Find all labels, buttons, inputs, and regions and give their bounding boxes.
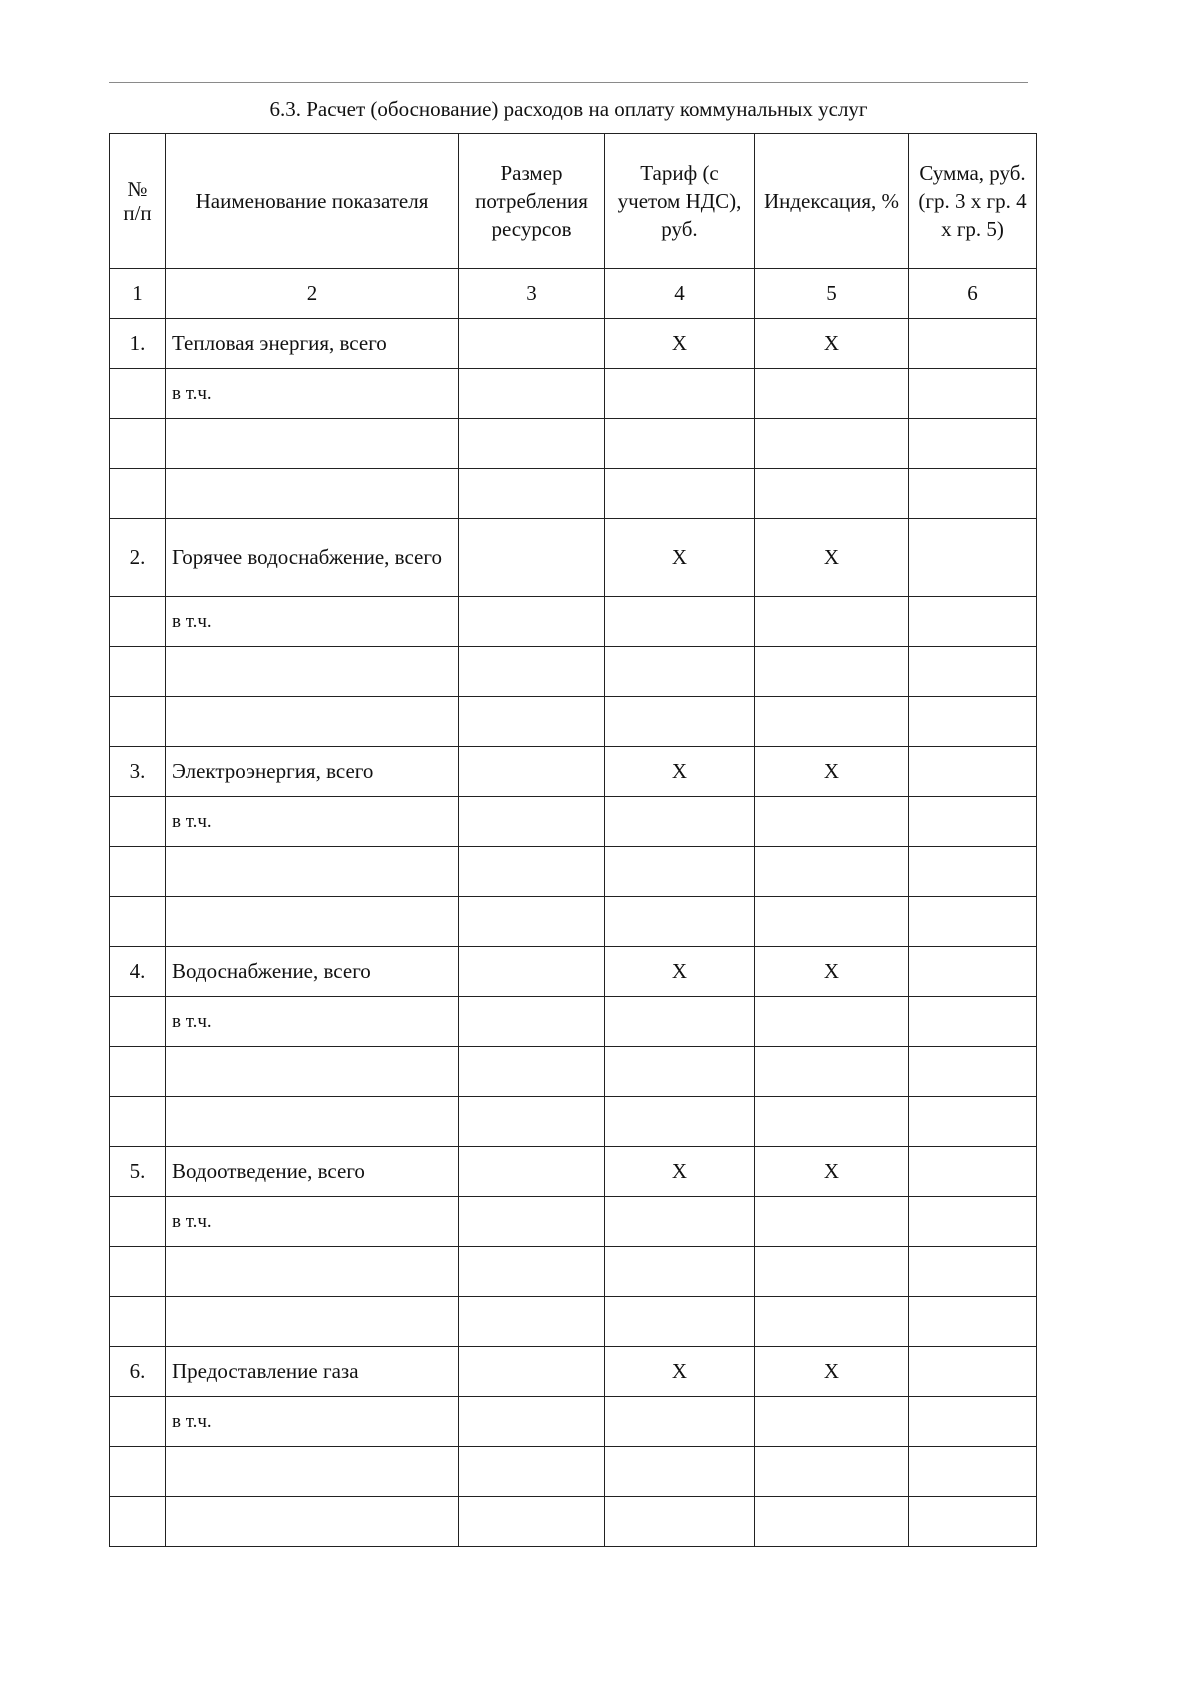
- indexation-cell: [755, 897, 909, 947]
- column-number: 1: [110, 269, 166, 319]
- sum-cell: [909, 697, 1037, 747]
- indexation-cell: [755, 797, 909, 847]
- tariff-cell: [605, 1247, 755, 1297]
- indicator-name: [166, 1297, 459, 1347]
- consumption-cell: [459, 1197, 605, 1247]
- tariff-cell: X: [605, 1347, 755, 1397]
- indexation-cell: [755, 1047, 909, 1097]
- indicator-name: Предоставление газа: [166, 1347, 459, 1397]
- sum-cell: [909, 369, 1037, 419]
- sum-cell: [909, 519, 1037, 597]
- indicator-name: [166, 1247, 459, 1297]
- indexation-cell: [755, 369, 909, 419]
- tariff-cell: [605, 647, 755, 697]
- indexation-cell: [755, 997, 909, 1047]
- indexation-cell: [755, 1297, 909, 1347]
- section-row-gas: [110, 1347, 1037, 1397]
- sum-cell: [909, 1097, 1037, 1147]
- consumption-cell: [459, 469, 605, 519]
- blank-row: [110, 1247, 1037, 1297]
- tariff-cell: [605, 1497, 755, 1547]
- indexation-cell: [755, 1447, 909, 1497]
- tariff-cell: [605, 1397, 755, 1447]
- consumption-cell: [459, 697, 605, 747]
- indexation-cell: [755, 469, 909, 519]
- indexation-cell: [755, 597, 909, 647]
- indexation-cell: [755, 697, 909, 747]
- indicator-name: Электроэнергия, всего: [166, 747, 459, 797]
- consumption-cell: [459, 1297, 605, 1347]
- consumption-cell: [459, 369, 605, 419]
- consumption-cell: [459, 597, 605, 647]
- blank-row: [110, 419, 1037, 469]
- consumption-cell: [459, 419, 605, 469]
- row-number: [110, 897, 166, 947]
- tariff-cell: X: [605, 747, 755, 797]
- row-number: [110, 1197, 166, 1247]
- row-number: 3.: [110, 747, 166, 797]
- sum-cell: [909, 747, 1037, 797]
- header-consumption: Размер потребления ресурсов: [459, 134, 605, 269]
- subrow-including: [110, 1197, 1037, 1247]
- sum-cell: [909, 1197, 1037, 1247]
- column-number: 6: [909, 269, 1037, 319]
- tariff-cell: X: [605, 519, 755, 597]
- indicator-name: [166, 419, 459, 469]
- row-number: [110, 419, 166, 469]
- sum-cell: [909, 597, 1037, 647]
- blank-row: [110, 1097, 1037, 1147]
- sum-cell: [909, 1447, 1037, 1497]
- indicator-name: [166, 1497, 459, 1547]
- section-row-hot-water: [110, 519, 1037, 597]
- indicator-name: [166, 1047, 459, 1097]
- row-number: [110, 597, 166, 647]
- row-number: [110, 697, 166, 747]
- indexation-cell: [755, 647, 909, 697]
- row-number: [110, 1447, 166, 1497]
- indexation-cell: X: [755, 1147, 909, 1197]
- indexation-cell: [755, 419, 909, 469]
- subrow-including: [110, 1397, 1037, 1447]
- row-number: [110, 469, 166, 519]
- consumption-cell: [459, 1497, 605, 1547]
- consumption-cell: [459, 747, 605, 797]
- row-number: 1.: [110, 319, 166, 369]
- indicator-name: Водоснабжение, всего: [166, 947, 459, 997]
- sum-cell: [909, 419, 1037, 469]
- column-number: 4: [605, 269, 755, 319]
- indicator-name: [166, 697, 459, 747]
- indicator-name: Тепловая энергия, всего: [166, 319, 459, 369]
- tariff-cell: [605, 1447, 755, 1497]
- tariff-cell: X: [605, 947, 755, 997]
- consumption-cell: [459, 1447, 605, 1497]
- header-number-sign: №: [127, 177, 148, 201]
- consumption-cell: [459, 1247, 605, 1297]
- consumption-cell: [459, 319, 605, 369]
- row-number: [110, 797, 166, 847]
- consumption-cell: [459, 647, 605, 697]
- indicator-name: [166, 1097, 459, 1147]
- sum-cell: [909, 847, 1037, 897]
- blank-row: [110, 1047, 1037, 1097]
- tariff-cell: [605, 1097, 755, 1147]
- sum-cell: [909, 797, 1037, 847]
- tariff-cell: [605, 697, 755, 747]
- column-number: 5: [755, 269, 909, 319]
- indicator-name: Водоотведение, всего: [166, 1147, 459, 1197]
- including-label: в т.ч.: [166, 597, 459, 647]
- indicator-name: Горячее водоснабжение, всего: [166, 519, 459, 597]
- consumption-cell: [459, 1397, 605, 1447]
- row-number: 2.: [110, 519, 166, 597]
- blank-row: [110, 1497, 1037, 1547]
- indexation-cell: [755, 1197, 909, 1247]
- consumption-cell: [459, 519, 605, 597]
- column-number-row: [110, 269, 1037, 319]
- row-number: 4.: [110, 947, 166, 997]
- sum-cell: [909, 997, 1037, 1047]
- row-number: [110, 1097, 166, 1147]
- document-title: 6.3. Расчет (обоснование) расходов на оплату коммунальных услуг: [269, 97, 868, 121]
- tariff-cell: [605, 597, 755, 647]
- including-label: в т.ч.: [166, 797, 459, 847]
- row-number: [110, 997, 166, 1047]
- sum-cell: [909, 647, 1037, 697]
- blank-row: [110, 647, 1037, 697]
- indicator-name: [166, 847, 459, 897]
- sum-cell: [909, 1497, 1037, 1547]
- indexation-cell: X: [755, 519, 909, 597]
- row-number: 5.: [110, 1147, 166, 1197]
- subrow-including: [110, 597, 1037, 647]
- tariff-cell: X: [605, 1147, 755, 1197]
- column-number: 3: [459, 269, 605, 319]
- tariff-cell: [605, 997, 755, 1047]
- consumption-cell: [459, 947, 605, 997]
- indexation-cell: [755, 847, 909, 897]
- header-number-pp: п/п: [123, 201, 152, 225]
- consumption-cell: [459, 1347, 605, 1397]
- subrow-including: [110, 369, 1037, 419]
- indicator-name: [166, 1447, 459, 1497]
- tariff-cell: [605, 469, 755, 519]
- consumption-cell: [459, 897, 605, 947]
- indicator-name: [166, 469, 459, 519]
- sum-cell: [909, 1397, 1037, 1447]
- including-label: в т.ч.: [166, 1397, 459, 1447]
- tariff-cell: [605, 797, 755, 847]
- indexation-cell: [755, 1397, 909, 1447]
- including-label: в т.ч.: [166, 369, 459, 419]
- tariff-cell: [605, 847, 755, 897]
- tariff-cell: X: [605, 319, 755, 369]
- utilities-calculation-table: [109, 133, 1037, 1547]
- indicator-name: [166, 897, 459, 947]
- sum-cell: [909, 1347, 1037, 1397]
- column-number: 2: [166, 269, 459, 319]
- tariff-cell: [605, 419, 755, 469]
- row-number: [110, 847, 166, 897]
- sum-cell: [909, 1147, 1037, 1197]
- blank-row: [110, 847, 1037, 897]
- blank-row: [110, 1447, 1037, 1497]
- subrow-including: [110, 997, 1037, 1047]
- indexation-cell: [755, 1097, 909, 1147]
- row-number: [110, 1497, 166, 1547]
- tariff-cell: [605, 1197, 755, 1247]
- sum-cell: [909, 947, 1037, 997]
- section-row-sewerage: [110, 1147, 1037, 1197]
- sum-cell: [909, 1247, 1037, 1297]
- indexation-cell: X: [755, 947, 909, 997]
- sum-cell: [909, 469, 1037, 519]
- header-tariff: Тариф (с учетом НДС), руб.: [605, 134, 755, 269]
- including-label: в т.ч.: [166, 997, 459, 1047]
- section-row-water-supply: [110, 947, 1037, 997]
- row-number: [110, 647, 166, 697]
- consumption-cell: [459, 997, 605, 1047]
- top-rule: [109, 82, 1028, 83]
- tariff-cell: [605, 369, 755, 419]
- consumption-cell: [459, 1097, 605, 1147]
- tariff-cell: [605, 1297, 755, 1347]
- row-number: [110, 1397, 166, 1447]
- header-sum: Сумма, руб. (гр. 3 х гр. 4 х гр. 5): [909, 134, 1037, 269]
- blank-row: [110, 1297, 1037, 1347]
- blank-row: [110, 897, 1037, 947]
- row-number: [110, 369, 166, 419]
- sum-cell: [909, 1047, 1037, 1097]
- indexation-cell: X: [755, 1347, 909, 1397]
- section-row-electricity: [110, 747, 1037, 797]
- sum-cell: [909, 1297, 1037, 1347]
- header-number: [110, 134, 166, 269]
- row-number: 6.: [110, 1347, 166, 1397]
- subrow-including: [110, 797, 1037, 847]
- consumption-cell: [459, 847, 605, 897]
- row-number: [110, 1247, 166, 1297]
- indexation-cell: [755, 1247, 909, 1297]
- consumption-cell: [459, 797, 605, 847]
- blank-row: [110, 697, 1037, 747]
- indexation-cell: X: [755, 747, 909, 797]
- tariff-cell: [605, 897, 755, 947]
- consumption-cell: [459, 1147, 605, 1197]
- indexation-cell: [755, 1497, 909, 1547]
- header-indexation: Индексация, %: [755, 134, 909, 269]
- indexation-cell: X: [755, 319, 909, 369]
- sum-cell: [909, 319, 1037, 369]
- sum-cell: [909, 897, 1037, 947]
- tariff-cell: [605, 1047, 755, 1097]
- indicator-name: [166, 647, 459, 697]
- row-number: [110, 1047, 166, 1097]
- consumption-cell: [459, 1047, 605, 1097]
- including-label: в т.ч.: [166, 1197, 459, 1247]
- section-row-heat: [110, 319, 1037, 369]
- row-number: [110, 1297, 166, 1347]
- header-indicator-name: Наименование показателя: [166, 134, 459, 269]
- blank-row: [110, 469, 1037, 519]
- header-row: [110, 134, 1037, 269]
